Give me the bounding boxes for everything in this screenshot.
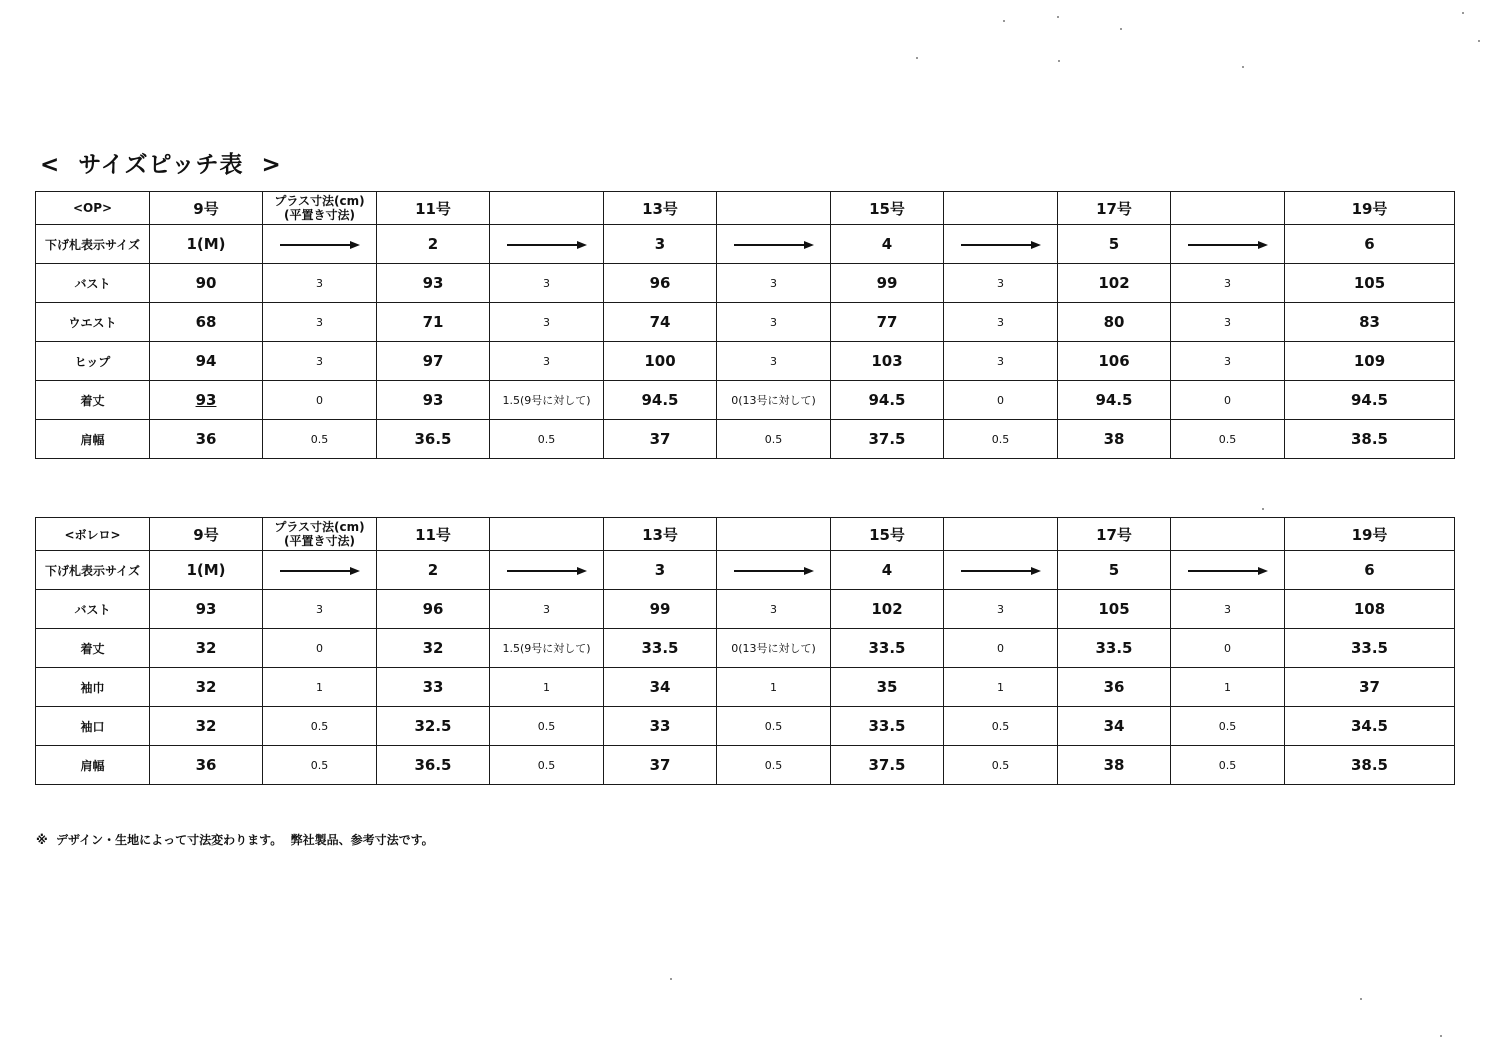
tag-size-value: 2	[377, 551, 490, 590]
measurement-value: 94.5	[1285, 381, 1455, 420]
pitch-header-line: プラス寸法(cm)	[274, 194, 365, 208]
header-row	[36, 518, 1455, 551]
measurement-value: 99	[831, 264, 944, 303]
measurement-value: 35	[831, 668, 944, 707]
measurement-value: 93	[150, 590, 263, 629]
measurement-value: 32	[377, 629, 490, 668]
pitch-value: 1	[944, 668, 1058, 707]
pitch-value: 0	[944, 381, 1058, 420]
size-header: 11号	[377, 192, 490, 225]
scan-speck	[1462, 12, 1464, 14]
size-header: 13号	[604, 192, 717, 225]
pitch-header-empty	[1171, 518, 1285, 551]
arrow-cell	[717, 225, 831, 264]
measurement-row	[36, 420, 1455, 459]
pitch-value: 0.5	[717, 746, 831, 785]
measurement-value: 33	[604, 707, 717, 746]
table-corner-label: <ボレロ>	[36, 518, 150, 551]
pitch-value: 3	[490, 264, 604, 303]
pitch-value: 0.5	[263, 746, 377, 785]
size-header: 17号	[1058, 518, 1171, 551]
row-label: 袖口	[36, 707, 150, 746]
measurement-value: 33.5	[831, 707, 944, 746]
pitch-header-empty	[717, 518, 831, 551]
arrow-cell	[944, 551, 1058, 590]
pitch-value: 0	[1171, 381, 1285, 420]
scan-speck	[1120, 28, 1122, 30]
measurement-value: 36.5	[377, 420, 490, 459]
size-header: 15号	[831, 192, 944, 225]
pitch-value: 1	[490, 668, 604, 707]
measurement-value: 38.5	[1285, 420, 1455, 459]
pitch-value: 0(13号に対して)	[717, 381, 831, 420]
measurement-value: 102	[1058, 264, 1171, 303]
size-header: 19号	[1285, 192, 1455, 225]
tag-size-value: 4	[831, 225, 944, 264]
measurement-value: 37	[604, 746, 717, 785]
row-label: 肩幅	[36, 746, 150, 785]
arrow-cell	[263, 225, 377, 264]
measurement-row	[36, 264, 1455, 303]
tag-size-value: 3	[604, 551, 717, 590]
measurement-value: 32	[150, 668, 263, 707]
scan-speck	[1262, 508, 1264, 510]
pitch-header-line: (平置き寸法)	[284, 208, 355, 222]
pitch-value: 3	[717, 342, 831, 381]
tag-size-value: 2	[377, 225, 490, 264]
tag-size-value: 1(M)	[150, 551, 263, 590]
pitch-value: 0	[944, 629, 1058, 668]
measurement-value: 32	[150, 707, 263, 746]
measurement-value: 90	[150, 264, 263, 303]
scan-speck	[1478, 40, 1480, 42]
measurement-value: 94	[150, 342, 263, 381]
measurement-value: 105	[1285, 264, 1455, 303]
measurement-value: 100	[604, 342, 717, 381]
header-row	[36, 192, 1455, 225]
pitch-value: 3	[1171, 303, 1285, 342]
pitch-header-line: (平置き寸法)	[284, 534, 355, 548]
arrow-cell	[944, 225, 1058, 264]
measurement-value: 94.5	[831, 381, 944, 420]
pitch-value: 0.5	[490, 420, 604, 459]
pitch-value: 3	[1171, 342, 1285, 381]
pitch-value: 0.5	[490, 746, 604, 785]
pitch-value: 3	[263, 264, 377, 303]
scan-speck	[1058, 60, 1060, 62]
measurement-value: 93	[377, 381, 490, 420]
pitch-value: 0	[1171, 629, 1285, 668]
page-title: < サイズピッチ表 >	[40, 152, 282, 178]
pitch-value: 3	[263, 303, 377, 342]
measurement-value: 109	[1285, 342, 1455, 381]
pitch-value: 0.5	[944, 746, 1058, 785]
measurement-value: 32	[150, 629, 263, 668]
measurement-row	[36, 590, 1455, 629]
measurement-value: 68	[150, 303, 263, 342]
tag-size-value: 6	[1285, 551, 1455, 590]
size-pitch-table-bolero	[35, 517, 1455, 785]
measurement-value: 34	[1058, 707, 1171, 746]
scan-speck	[1057, 16, 1059, 18]
measurement-value: 108	[1285, 590, 1455, 629]
row-label: 袖巾	[36, 668, 150, 707]
pitch-value: 1	[263, 668, 377, 707]
measurement-row	[36, 629, 1455, 668]
measurement-value: 38.5	[1285, 746, 1455, 785]
tag-size-row	[36, 551, 1455, 590]
row-label: バスト	[36, 264, 150, 303]
pitch-value: 3	[490, 303, 604, 342]
pitch-value: 3	[1171, 590, 1285, 629]
size-header: 13号	[604, 518, 717, 551]
pitch-value: 3	[944, 303, 1058, 342]
tag-size-value: 4	[831, 551, 944, 590]
measurement-value: 96	[377, 590, 490, 629]
pitch-value: 3	[944, 264, 1058, 303]
pitch-value: 0(13号に対して)	[717, 629, 831, 668]
pitch-value: 0.5	[717, 420, 831, 459]
arrow-cell	[1171, 551, 1285, 590]
pitch-value: 3	[263, 342, 377, 381]
row-label: ウエスト	[36, 303, 150, 342]
arrow-cell	[263, 551, 377, 590]
size-header: 11号	[377, 518, 490, 551]
measurement-value: 102	[831, 590, 944, 629]
right-arrow-icon	[507, 239, 587, 251]
pitch-value: 0.5	[944, 707, 1058, 746]
measurement-row	[36, 746, 1455, 785]
measurement-value: 37	[1285, 668, 1455, 707]
measurement-row	[36, 381, 1455, 420]
pitch-value: 0.5	[717, 707, 831, 746]
scan-speck	[916, 57, 918, 59]
pitch-value: 0.5	[1171, 420, 1285, 459]
pitch-header-empty	[490, 192, 604, 225]
footnote: ※ デザイン・生地によって寸法変わります。 弊社製品、参考寸法です。	[36, 833, 434, 847]
measurement-row	[36, 342, 1455, 381]
measurement-value: 36	[150, 420, 263, 459]
pitch-header	[263, 192, 377, 225]
size-header: 9号	[150, 192, 263, 225]
pitch-header-empty	[1171, 192, 1285, 225]
measurement-value: 94.5	[604, 381, 717, 420]
measurement-value: 33.5	[1058, 629, 1171, 668]
pitch-value: 3	[490, 342, 604, 381]
measurement-value: 33.5	[1285, 629, 1455, 668]
pitch-header-empty	[490, 518, 604, 551]
scan-speck	[1242, 66, 1244, 68]
pitch-header-empty	[944, 192, 1058, 225]
row-label: 下げ札表示サイズ	[36, 551, 150, 590]
measurement-value: 83	[1285, 303, 1455, 342]
pitch-value: 3	[1171, 264, 1285, 303]
measurement-value: 33.5	[831, 629, 944, 668]
pitch-value: 0	[263, 381, 377, 420]
pitch-header-empty	[944, 518, 1058, 551]
pitch-header-empty	[717, 192, 831, 225]
tag-size-value: 5	[1058, 225, 1171, 264]
pitch-value: 3	[717, 264, 831, 303]
arrow-cell	[717, 551, 831, 590]
right-arrow-icon	[734, 239, 814, 251]
pitch-value: 3	[263, 590, 377, 629]
measurement-value: 74	[604, 303, 717, 342]
measurement-value: 93	[377, 264, 490, 303]
pitch-header-line: プラス寸法(cm)	[274, 520, 365, 534]
tag-size-value: 3	[604, 225, 717, 264]
measurement-value: 36	[150, 746, 263, 785]
measurement-value: 96	[604, 264, 717, 303]
pitch-value: 0.5	[263, 707, 377, 746]
right-arrow-icon	[1188, 565, 1268, 577]
row-label: 下げ札表示サイズ	[36, 225, 150, 264]
measurement-value: 80	[1058, 303, 1171, 342]
scan-speck	[670, 978, 672, 980]
measurement-value: 34.5	[1285, 707, 1455, 746]
arrow-cell	[490, 225, 604, 264]
measurement-value: 33	[377, 668, 490, 707]
pitch-header	[263, 518, 377, 551]
right-arrow-icon	[280, 239, 360, 251]
scan-speck	[1003, 20, 1005, 22]
pitch-value: 0.5	[1171, 707, 1285, 746]
right-arrow-icon	[961, 239, 1041, 251]
pitch-value: 0.5	[1171, 746, 1285, 785]
size-pitch-table-op	[35, 191, 1455, 459]
measurement-value: 38	[1058, 746, 1171, 785]
right-arrow-icon	[507, 565, 587, 577]
pitch-value: 1	[717, 668, 831, 707]
row-label: ヒップ	[36, 342, 150, 381]
measurement-value: 34	[604, 668, 717, 707]
right-arrow-icon	[280, 565, 360, 577]
tag-size-value: 6	[1285, 225, 1455, 264]
pitch-value: 3	[717, 303, 831, 342]
pitch-value: 1.5(9号に対して)	[490, 381, 604, 420]
size-header: 9号	[150, 518, 263, 551]
measurement-value: 36	[1058, 668, 1171, 707]
right-arrow-icon	[1188, 239, 1268, 251]
measurement-value: 37.5	[831, 420, 944, 459]
pitch-value: 1.5(9号に対して)	[490, 629, 604, 668]
pitch-value: 0.5	[263, 420, 377, 459]
right-arrow-icon	[734, 565, 814, 577]
row-label: バスト	[36, 590, 150, 629]
measurement-value: 37	[604, 420, 717, 459]
scan-speck	[1440, 1035, 1442, 1037]
size-header: 19号	[1285, 518, 1455, 551]
measurement-row	[36, 668, 1455, 707]
size-header: 17号	[1058, 192, 1171, 225]
pitch-value: 0.5	[490, 707, 604, 746]
table-corner-label: <OP>	[36, 192, 150, 225]
measurement-value: 32.5	[377, 707, 490, 746]
pitch-value: 3	[717, 590, 831, 629]
arrow-cell	[490, 551, 604, 590]
measurement-value: 37.5	[831, 746, 944, 785]
pitch-value: 0	[263, 629, 377, 668]
right-arrow-icon	[961, 565, 1041, 577]
tag-size-row	[36, 225, 1455, 264]
pitch-value: 0.5	[944, 420, 1058, 459]
measurement-value: 94.5	[1058, 381, 1171, 420]
measurement-value: 93	[150, 381, 263, 420]
pitch-value: 3	[944, 590, 1058, 629]
pitch-value: 3	[490, 590, 604, 629]
scan-speck	[1360, 998, 1362, 1000]
measurement-value: 103	[831, 342, 944, 381]
tag-size-value: 1(M)	[150, 225, 263, 264]
measurement-value: 71	[377, 303, 490, 342]
measurement-value: 77	[831, 303, 944, 342]
pitch-value: 3	[944, 342, 1058, 381]
row-label: 着丈	[36, 381, 150, 420]
row-label: 肩幅	[36, 420, 150, 459]
measurement-value: 105	[1058, 590, 1171, 629]
measurement-row	[36, 303, 1455, 342]
measurement-value: 33.5	[604, 629, 717, 668]
measurement-value: 38	[1058, 420, 1171, 459]
measurement-value: 36.5	[377, 746, 490, 785]
arrow-cell	[1171, 225, 1285, 264]
size-header: 15号	[831, 518, 944, 551]
measurement-value: 97	[377, 342, 490, 381]
tag-size-value: 5	[1058, 551, 1171, 590]
measurement-row	[36, 707, 1455, 746]
row-label: 着丈	[36, 629, 150, 668]
measurement-value: 106	[1058, 342, 1171, 381]
measurement-value: 99	[604, 590, 717, 629]
pitch-value: 1	[1171, 668, 1285, 707]
